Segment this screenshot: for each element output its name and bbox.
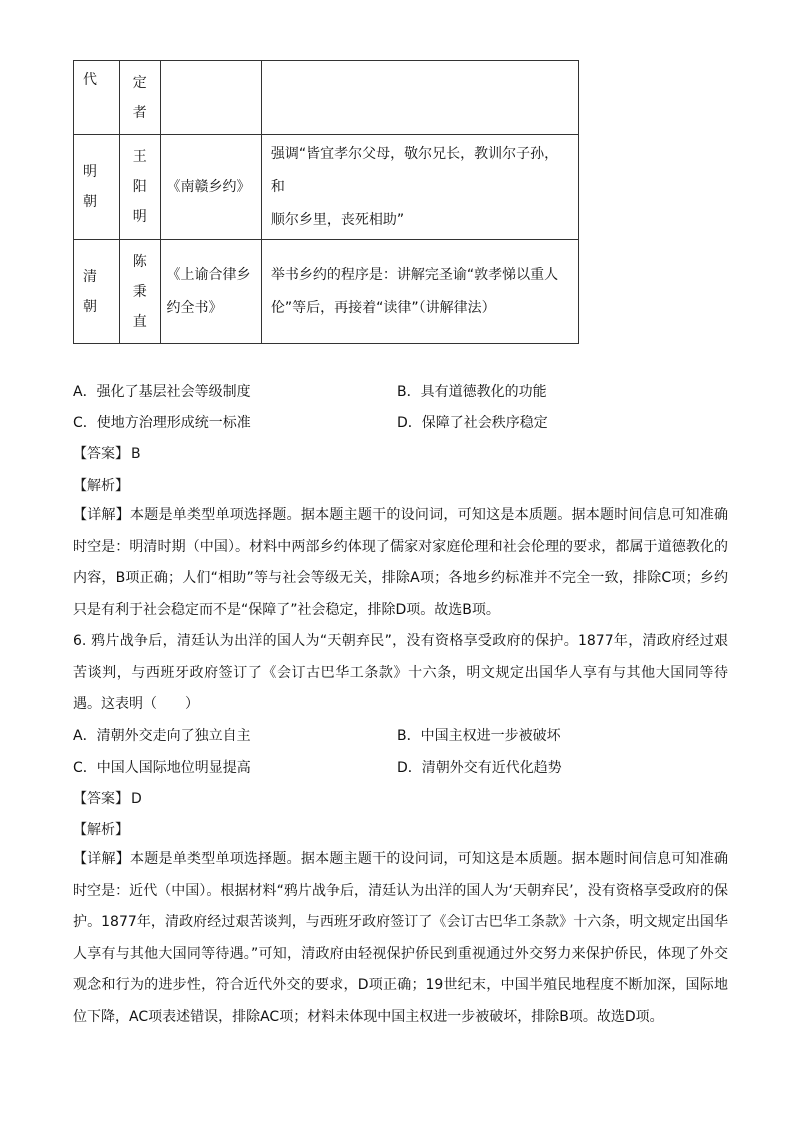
table-cell: [119, 135, 160, 240]
dynasty-char: 清: [83, 268, 97, 285]
q5-option-b: B．具有道德教化的功能: [397, 384, 547, 400]
table-cell: [160, 61, 261, 135]
table-cell: [261, 240, 578, 344]
author-char: 明: [132, 209, 147, 225]
table-cell: [74, 240, 120, 344]
table-cell: [119, 61, 160, 135]
header-dynasty-char: 代: [83, 72, 97, 88]
answer-value: B: [131, 446, 141, 462]
village-covenant-table: [73, 60, 579, 344]
table-cell: [261, 61, 578, 135]
dynasty-char: 明: [83, 164, 97, 180]
q5-option-a: A．强化了基层社会等级制度: [73, 384, 251, 400]
q6-detail: 【详解】本题是单类型单项选择题。据本题主题干的设问词，可知这是本质题。据本题时间信息可知准确时空是：近代（中国）。根据材料“鸦片战争后，清廷认为出洋的国人为‘天朝弃民’，没有资格享受政府的保护。1877年，清政府经过艰苦谈判，与西班牙政府签订了《会订古巴华工条款》十六条，明文规定出国华人享有与其他大国同等待遇。”可知，清政府由轻视保护侨民到重视通过外交努力来保护侨民，体现了外交观念和行为的进步性，符合近代外交的要求，D项正确；19世纪末，中国半殖民地程度不断加深，国际地位下降，AC项表述错误，排除AC项；材料未体现中国主权进一步被破坏，排除B项。故选D项。: [73, 851, 728, 1025]
table-cell: [119, 240, 160, 344]
content-line: 强调“皆宜孝尔父母，敬尔兄长，教训尔子孙，和: [270, 145, 559, 195]
content-line: 举书乡约的程序是：讲解完圣谕“敦孝悌以重人: [270, 266, 559, 283]
answer-label: 【答案】: [73, 791, 129, 807]
author-char: 阳: [132, 179, 147, 195]
q5-answer: [73, 443, 141, 463]
header-author-char: 者: [132, 104, 147, 121]
table-row: [74, 240, 579, 344]
q6-option-c: C．中国人国际地位明显提高: [73, 760, 251, 776]
q6-analysis-label: 【解析】: [73, 822, 129, 838]
table-row: [74, 61, 579, 135]
answer-value: D: [131, 791, 142, 807]
q6-option-a: A．清朝外交走向了独立自主: [73, 728, 251, 744]
dynasty-char: 朝: [83, 298, 97, 315]
content-line: 顺尔乡里，丧死相助”: [270, 211, 405, 228]
q5-detail: 【详解】本题是单类型单项选择题。据本题主题干的设问词，可知这是本质题。据本题时间信息可知准确时空是：明清时期（中国）。材料中两部乡约体现了儒家对家庭伦理和社会伦理的要求，都属于道德教化的内容，B项正确；人们“相助”等与社会等级无关，排除A项；各地乡约标准并不完全一致，排除C项；乡约只是有利于社会稳定而不是“保障了”社会稳定，排除D项。故选B项。: [73, 507, 728, 618]
table-row: [74, 135, 579, 240]
book-title: 《上谕合律乡: [166, 266, 251, 283]
table-cell: [74, 61, 120, 135]
q5-analysis-label: 【解析】: [73, 478, 129, 494]
table-cell: [160, 135, 261, 240]
author-char: 直: [132, 313, 147, 330]
author-char: 秉: [132, 283, 147, 300]
q6-stem: 6. 鸦片战争后，清廷认为出洋的国人为“天朝弃民”，没有资格享受政府的保护。1877年，清政府经过艰苦谈判，与西班牙政府签订了《会订古巴华工条款》十六条，明文规定出国华人享有与其他大国同等待遇。这表明（ ）: [73, 633, 728, 712]
book-title: 约全书》: [166, 299, 223, 316]
q6-option-d: D．清朝外交有近代化趋势: [397, 760, 562, 776]
header-author-char: 定: [132, 74, 147, 91]
q6-option-b: B．中国主权进一步被破坏: [397, 728, 561, 744]
dynasty-char: 朝: [83, 194, 97, 210]
author-char: 陈: [132, 253, 147, 270]
q5-option-c: C．使地方治理形成统一标准: [73, 415, 251, 431]
answer-label: 【答案】: [73, 446, 129, 462]
table-cell: [160, 240, 261, 344]
q5-option-d: D．保障了社会秩序稳定: [397, 415, 548, 431]
author-char: 王: [132, 149, 147, 165]
table-cell: [261, 135, 578, 240]
table-cell: [74, 135, 120, 240]
content-line: 伦”等后，再接着“读律”（讲解律法）: [270, 299, 496, 316]
book-title: 《南赣乡约》: [166, 178, 251, 195]
q6-answer: [73, 788, 142, 808]
